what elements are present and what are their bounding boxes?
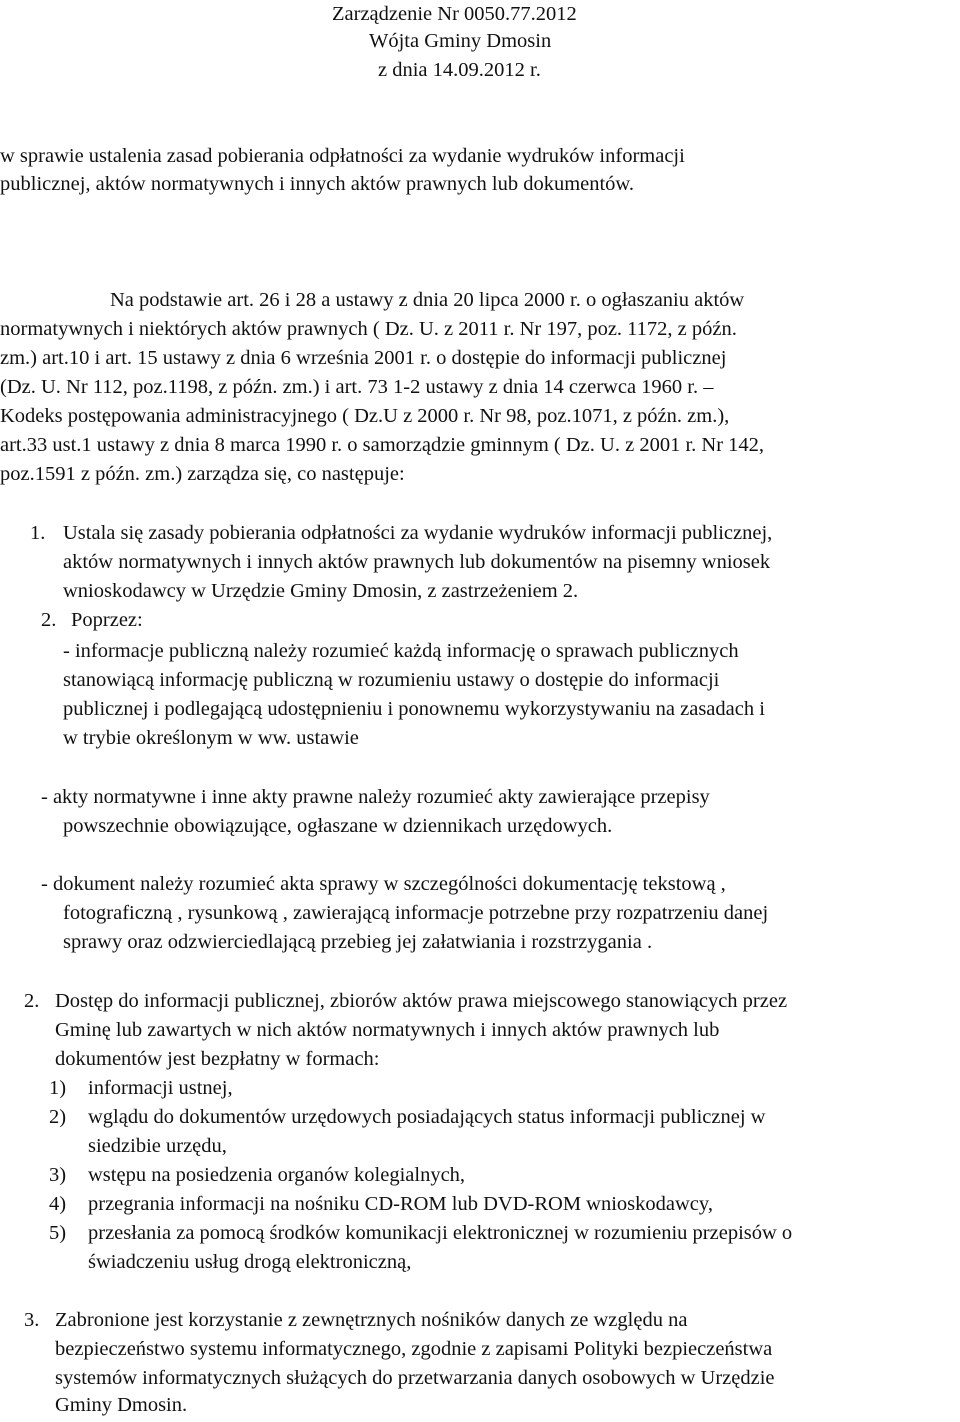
section-2-line-2: Gminę lub zawartych w nich aktów normatywnych i innych aktów prawnych lub (55, 1019, 720, 1041)
section-2-line-3: dokumentów jest bezpłatny w formach: (55, 1048, 380, 1070)
form-item-5-text-line-1: przesłania za pomocą środków komunikacji elektronicznej w rozumieniu przepisów o (88, 1222, 793, 1244)
form-item-3-text: wstępu na posiedzenia organów kolegialnych, (88, 1164, 466, 1186)
section-1-line-3: wnioskodawcy w Urzędzie Gminy Dmosin, z zastrzeżeniem 2. (63, 580, 579, 602)
form-item-2-number: 2) (49, 1106, 67, 1128)
form-item-1-number: 1) (49, 1077, 67, 1099)
form-item-5-number: 5) (49, 1222, 67, 1244)
preamble-line-4: (Dz. U. Nr 112, poz.1198, z późn. zm.) i art. 73 1-2 ustawy z dnia 14 czerwca 1960 r. – (0, 376, 714, 398)
form-item-5-text-line-2: świadczeniu usług drogą elektroniczną, (88, 1251, 412, 1273)
section-3-line-3: systemów informatycznych służących do przetwarzania danych osobowych w Urzędzie (55, 1367, 775, 1389)
form-item-2-text-line-2: siedzibie urzędu, (88, 1135, 227, 1157)
section-1-line-2: aktów normatywnych i innych aktów prawnych lub dokumentów na pisemny wniosek (63, 551, 771, 573)
definition-normative-acts-line-1: - akty normatywne i inne akty prawne należy rozumieć akty zawierające przepisy (41, 786, 710, 808)
definition-public-info-line-3: publicznej i podlegającą udostępnieniu i ponownemu wykorzystywaniu na zasadach i (63, 698, 765, 720)
form-item-3-number: 3) (49, 1164, 67, 1186)
preamble-line-6: art.33 ust.1 ustawy z dnia 8 marca 1990 r. o samorządzie gminnym ( Dz. U. z 2001 r. Nr 142, (0, 434, 765, 456)
poprzez-number: 2. (41, 609, 57, 631)
definition-public-info-line-1: - informacje publiczną należy rozumieć każdą informację o sprawach publicznych (63, 640, 739, 662)
definition-document-line-3: sprawy oraz odzwierciedlającą przebieg jej załatwiania i rozstrzygania . (63, 931, 653, 953)
definition-document-line-2: fotograficzną , rysunkową , zawierającą informacje potrzebne przy rozpatrzeniu danej (63, 902, 769, 924)
title-line-1: Zarządzenie Nr 0050.77.2012 (332, 3, 577, 25)
form-item-4-text: przegrania informacji na nośniku CD-ROM lub DVD-ROM wnioskodawcy, (88, 1193, 713, 1215)
definition-document-line-1: - dokument należy rozumieć akta sprawy w szczególności dokumentację tekstową , (41, 873, 726, 895)
section-1-line-1: Ustala się zasady pobierania odpłatności za wydanie wydruków informacji publicznej, (63, 522, 773, 544)
form-item-4-number: 4) (49, 1193, 67, 1215)
preamble-line-3: zm.) art.10 i art. 15 ustawy z dnia 6 września 2001 r. o dostępie do informacji publicznej (0, 347, 727, 369)
preamble-line-7: poz.1591 z późn. zm.) zarządza się, co następuje: (0, 463, 405, 485)
preamble-line-2: normatywnych i niektórych aktów prawnych ( Dz. U. z 2011 r. Nr 197, poz. 1172, z późn. (0, 318, 737, 340)
definition-public-info-line-4: w trybie określonym w ww. ustawie (63, 727, 359, 749)
title-line-3: z dnia 14.09.2012 r. (378, 59, 541, 81)
section-3-line-1: Zabronione jest korzystanie z zewnętrznych nośników danych ze względu na (55, 1309, 688, 1331)
preamble-line-1: Na podstawie art. 26 i 28 a ustawy z dnia 20 lipca 2000 r. o ogłaszaniu aktów (110, 289, 745, 311)
section-3-number: 3. (24, 1309, 40, 1331)
section-1-number: 1. (30, 522, 46, 544)
poprzez-label: Poprzez: (71, 609, 143, 631)
section-3-line-2: bezpieczeństwo systemu informatycznego, zgodnie z zapisami Polityki bezpieczeństwa (55, 1338, 773, 1360)
section-2-line-1: Dostęp do informacji publicznej, zbiorów aktów prawa miejscowego stanowiących przez (55, 990, 788, 1012)
form-item-1-text: informacji ustnej, (88, 1077, 233, 1099)
section-2-number: 2. (24, 990, 40, 1012)
preamble-line-5: Kodeks postępowania administracyjnego ( Dz.U z 2000 r. Nr 98, poz.1071, z późn. zm.), (0, 405, 730, 427)
section-3-line-4: Gminy Dmosin. (55, 1394, 188, 1416)
subject-line-1: w sprawie ustalenia zasad pobierania odpłatności za wydanie wydruków informacji (0, 145, 685, 167)
form-item-2-text-line-1: wglądu do dokumentów urzędowych posiadających status informacji publicznej w (88, 1106, 766, 1128)
subject-line-2: publicznej, aktów normatywnych i innych aktów prawnych lub dokumentów. (0, 173, 635, 195)
definition-normative-acts-line-2: powszechnie obowiązujące, ogłaszane w dziennikach urzędowych. (63, 815, 613, 837)
definition-public-info-line-2: stanowiącą informację publiczną w rozumieniu ustawy o dostępie do informacji (63, 669, 720, 691)
title-line-2: Wójta Gminy Dmosin (369, 30, 552, 52)
